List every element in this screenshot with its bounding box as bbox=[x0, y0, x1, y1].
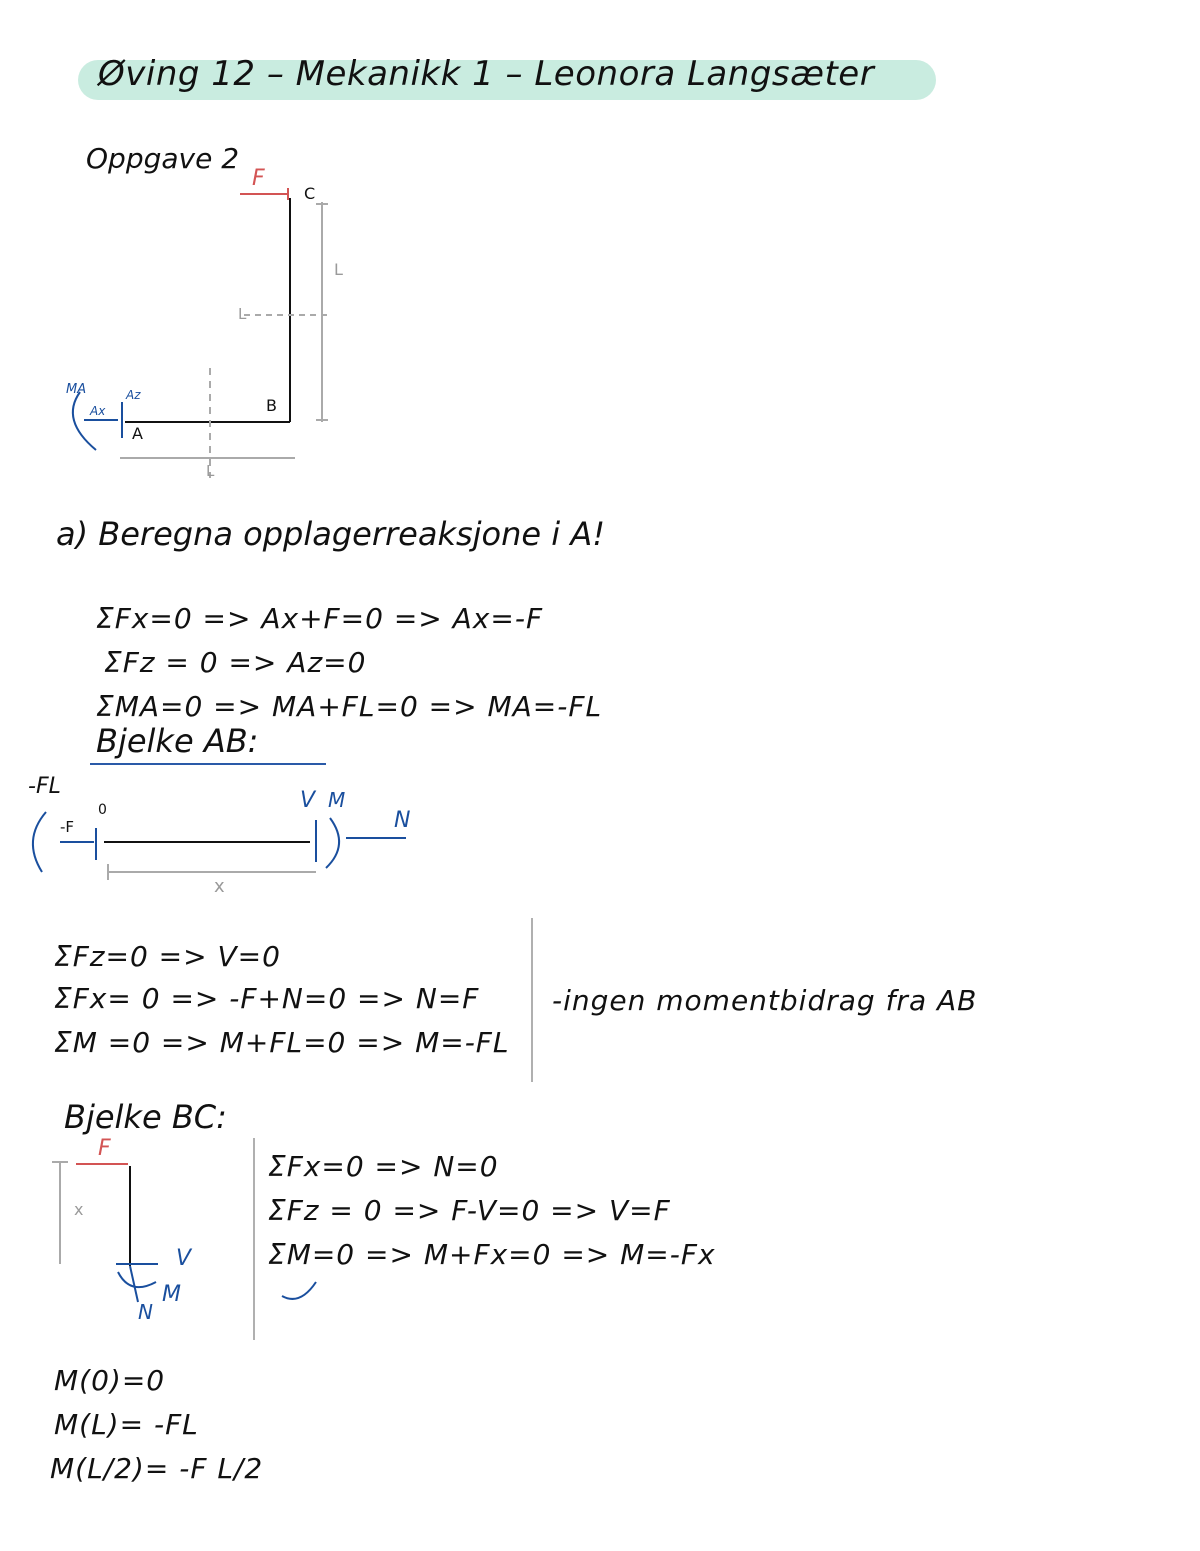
part-a-eq3: ΣMA=0 => MA+FL=0 => MA=-FL bbox=[96, 690, 603, 723]
section-ab-eq1: ΣFz=0 => V=0 bbox=[54, 940, 281, 973]
fig1-point-b: B bbox=[266, 396, 277, 415]
section-ab-note: -ingen momentbidrag fra AB bbox=[552, 984, 978, 1017]
bc-sign-convention-arc bbox=[282, 1282, 316, 1299]
section-bc-divider bbox=[253, 1138, 255, 1340]
fig1-dim-vertical: L bbox=[334, 260, 343, 279]
ab-label-n: N bbox=[394, 808, 411, 833]
section-bc-eq2: ΣFz = 0 => F-V=0 => V=F bbox=[268, 1194, 671, 1227]
ab-label-fl: -FL bbox=[28, 774, 61, 799]
bc-normal-arrow bbox=[130, 1266, 138, 1302]
section-ab-heading: Bjelke AB: bbox=[96, 722, 259, 760]
result-ml: M(L)= -FL bbox=[54, 1408, 199, 1441]
part-a-eq2: ΣFz = 0 => Az=0 bbox=[104, 646, 367, 679]
section-bc-eq1: ΣFx=0 => N=0 bbox=[268, 1150, 499, 1183]
fig1-force-label: F bbox=[252, 166, 265, 191]
section-ab-eq2: ΣFx= 0 => -F+N=0 => N=F bbox=[54, 982, 480, 1015]
fig1-point-a: A bbox=[132, 424, 143, 443]
fig1-dim-mid: L bbox=[238, 305, 247, 323]
bc-label-m: M bbox=[162, 1282, 181, 1307]
section-ab-eq3: ΣM =0 => M+FL=0 => M=-FL bbox=[54, 1026, 510, 1059]
ab-label-x: x bbox=[214, 876, 225, 897]
part-a-heading: a) Beregna opplagerreaksjone i A! bbox=[56, 515, 606, 553]
fig1-point-c: C bbox=[304, 184, 316, 203]
result-m0: M(0)=0 bbox=[54, 1364, 166, 1397]
bc-label-v: V bbox=[176, 1246, 192, 1271]
ab-label-zero: 0 bbox=[98, 802, 107, 818]
bc-label-f: F bbox=[98, 1136, 111, 1161]
fig1-dim-horizontal: L bbox=[206, 462, 215, 480]
ab-label-f: -F bbox=[60, 818, 75, 836]
bc-label-x: x bbox=[74, 1200, 84, 1219]
section-bc-heading: Bjelke BC: bbox=[64, 1098, 227, 1136]
bc-label-n: N bbox=[138, 1300, 153, 1324]
problem-label: Oppgave 2 bbox=[86, 142, 240, 175]
fig1-react-ma: MA bbox=[66, 382, 87, 397]
page-title: Øving 12 – Mekanikk 1 – Leonora Langsæter bbox=[98, 54, 875, 94]
part-a-eq1: ΣFx=0 => Ax+F=0 => Ax=-F bbox=[96, 602, 544, 635]
bc-moment-arc bbox=[118, 1272, 156, 1287]
section-bc-eq3: ΣM=0 => M+Fx=0 => M=-Fx bbox=[268, 1238, 716, 1271]
fig1-react-az: Az bbox=[126, 388, 141, 402]
ab-label-v: V bbox=[300, 788, 316, 813]
ab-label-m: M bbox=[328, 788, 346, 812]
result-m-half: M(L/2)= -F L/2 bbox=[50, 1452, 264, 1485]
fig1-react-ax: Ax bbox=[90, 404, 106, 418]
